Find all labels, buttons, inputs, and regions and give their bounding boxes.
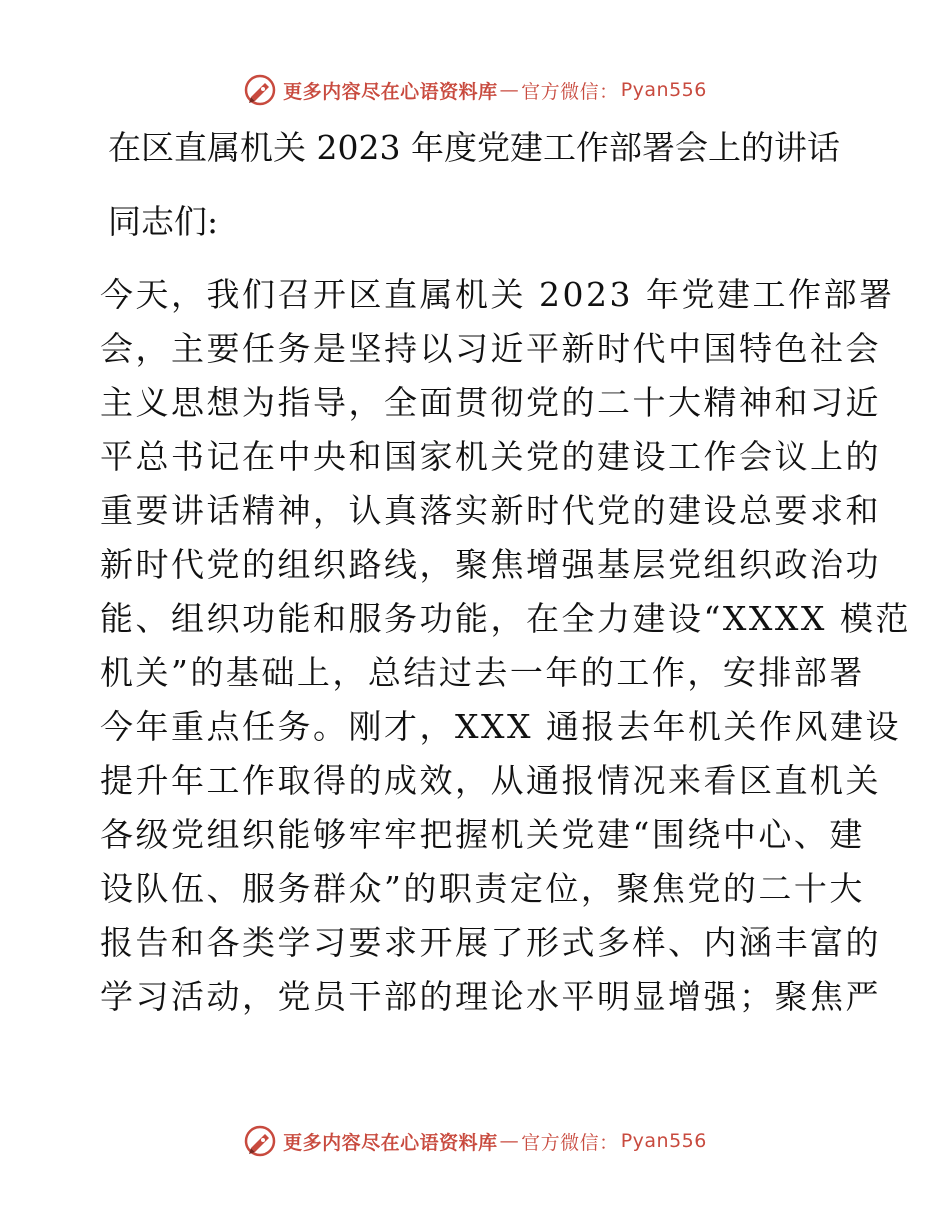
watermark-wechat-id: Pyan556 [620, 79, 707, 101]
body-line: 提升年工作取得的成效，从通报情况来看区直机关 [100, 761, 881, 800]
body-line: 会，主要任务是坚持以习近平新时代中国特色社会 [100, 329, 881, 368]
watermark-label: 官方微信： [521, 1131, 619, 1154]
watermark-main-text: 更多内容尽在心语资料库 [283, 80, 498, 103]
body-line: 平总书记在中央和国家机关党的建设工作会议上的 [100, 437, 881, 476]
watermark-wechat-id: Pyan556 [620, 1130, 707, 1152]
watermark-dash: — [499, 1130, 520, 1152]
body-line: 机关”的基础上，总结过去一年的工作，安排部署 [100, 653, 865, 692]
watermark-dash: — [499, 79, 520, 101]
body-line: 今年重点任务。刚才，XXX 通报去年机关作风建设 [100, 707, 901, 746]
body-line: 今天，我们召开区直属机关 2023 年党建工作部署 [100, 275, 895, 314]
watermark-label: 官方微信： [521, 80, 619, 103]
body-line: 新时代党的组织路线，聚焦增强基层党组织政治功 [100, 545, 881, 584]
body-line: 报告和各类学习要求开展了形式多样、内涵丰富的 [100, 923, 881, 962]
body-line: 主义思想为指导，全面贯彻党的二十大精神和习近 [100, 383, 881, 422]
watermark-main-text: 更多内容尽在心语资料库 [283, 1131, 498, 1154]
greeting: 同志们: [108, 202, 219, 241]
body-line: 重要讲话精神，认真落实新时代党的建设总要求和 [100, 491, 881, 530]
pen-logo-icon [243, 73, 277, 107]
body-line: 能、组织功能和服务功能，在全力建设“XXXX 模范 [100, 599, 911, 638]
footer-watermark [0, 1121, 950, 1161]
body-paragraph [100, 268, 911, 1024]
document-title: 在区直属机关 2023 年度党建工作部署会上的讲话 [108, 128, 840, 167]
header-watermark [0, 70, 950, 110]
body-line: 学习活动，党员干部的理论水平明显增强；聚焦严 [100, 977, 881, 1016]
pen-logo-icon [243, 1124, 277, 1158]
body-line: 各级党组织能够牢牢把握机关党建“围绕中心、建 [100, 815, 865, 854]
body-line: 设队伍、服务群众”的职责定位，聚焦党的二十大 [100, 869, 865, 908]
